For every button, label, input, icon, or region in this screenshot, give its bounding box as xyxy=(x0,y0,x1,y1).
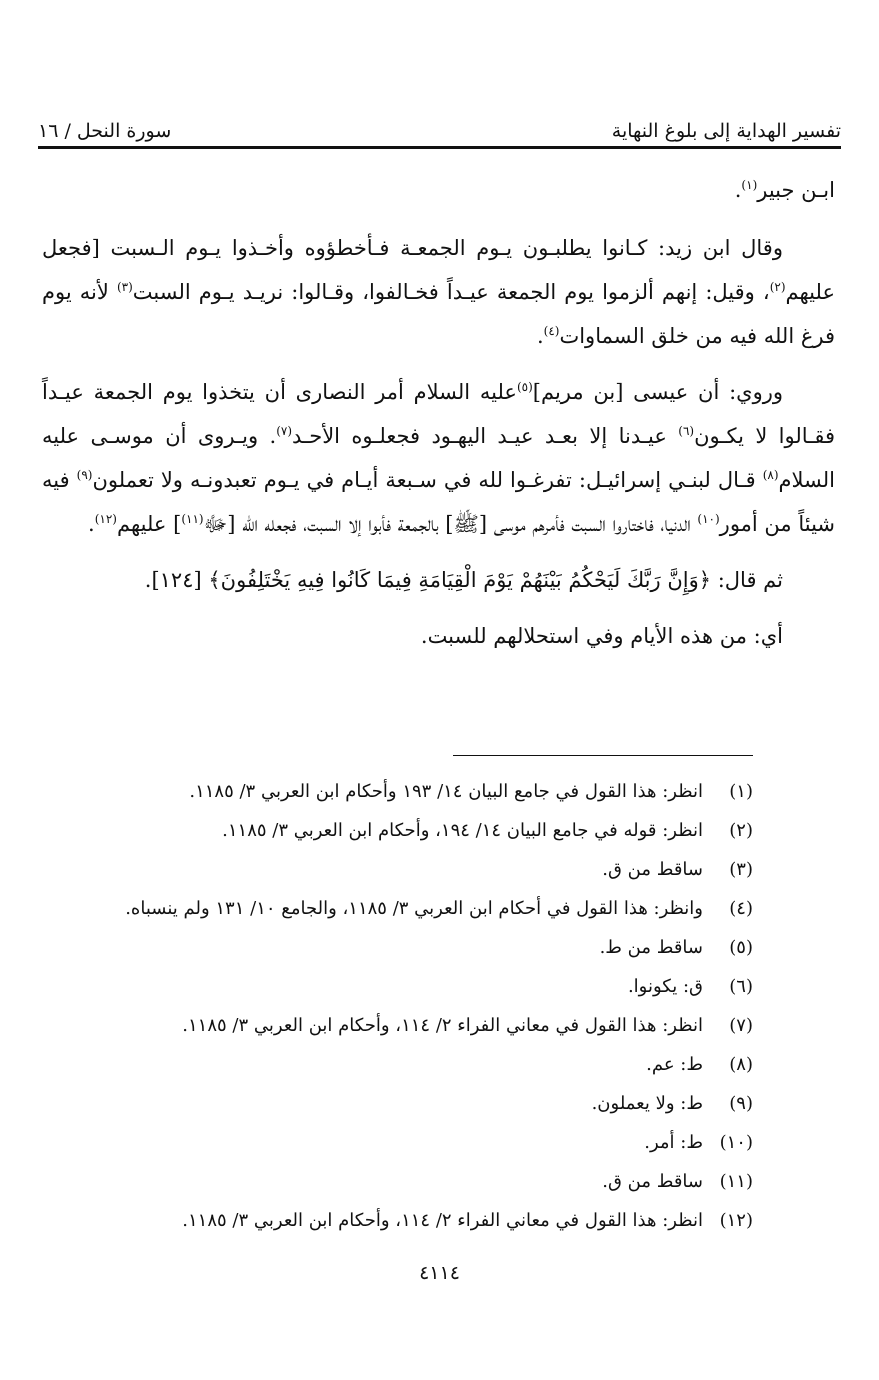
footnote-ref[interactable]: (٩) xyxy=(76,468,93,482)
footnote-number: (٨) xyxy=(729,1054,753,1075)
footnote-text: انظر: هذا القول في جامع البيان ١٤/ ١٩٣ وأحكام ابن العربي ٣/ ١١٨٥. xyxy=(189,781,703,802)
footnote-item xyxy=(90,1045,753,1084)
footnote-number: (١٢) xyxy=(719,1210,753,1231)
footnote-ref[interactable]: (١) xyxy=(741,178,758,192)
verse-reference: [١٢٤]. xyxy=(144,568,209,592)
footnote-item xyxy=(90,811,753,850)
footnote-ref[interactable]: (١٢) xyxy=(94,512,117,526)
footnote-text: ق: يكونوا. xyxy=(627,976,703,997)
footnote-number: (٥) xyxy=(729,937,753,958)
footnote-text: انظر: هذا القول في معاني الفراء ٢/ ١١٤، وأحكام ابن العربي ٣/ ١١٨٥. xyxy=(182,1015,703,1036)
footnote-item xyxy=(90,1201,753,1240)
quran-verse: ﴿وَإِنَّ رَبَّكَ لَيَحْكُمُ بَيْنَهُمْ يَوْمَ الْقِيَامَةِ فِيمَا كَانُوا فِيهِ يَخْتَلِفُونَ﴾ xyxy=(208,568,712,592)
footnote-item xyxy=(90,1162,753,1201)
footnote-ref[interactable]: (٤) xyxy=(543,324,560,338)
footnote-item xyxy=(90,1084,753,1123)
footnote-number: (٩) xyxy=(729,1093,753,1114)
main-text xyxy=(42,168,835,670)
paragraph-1: ابـن جبير$^{(١)}$. xyxy=(734,178,835,202)
footnote-text: ساقط من ق. xyxy=(602,859,703,880)
footnote-ref[interactable]: (٣) xyxy=(116,280,133,294)
footnote-item xyxy=(90,850,753,889)
footnote-text: ط: ولا يعملون. xyxy=(591,1093,703,1114)
footnote-text: ساقط من ق. xyxy=(602,1171,703,1192)
surah-info: سورة النحل / ١٦ xyxy=(38,120,172,142)
page-number: ٤١١٤ xyxy=(419,1262,460,1284)
footnote-text: انظر: قوله في جامع البيان ١٤/ ١٩٤، وأحكام ابن العربي ٣/ ١١٨٥. xyxy=(222,820,703,841)
paragraph-2: وقال ابن زيد: كـانوا يطلبـون يـوم الجمعـة فـأخطؤوه وأخـذوا يـوم الـسبت [فجعل عليهم$^{(٢)}$، وقيل: إنهم ألزموا يوم الجمعة عيـداً فخـالفوا، وقـالوا: نريـد يـوم السبت$^{(٣)}$ لأنه يوم فرغ الله فيه من خلق السماوات$^{(٤)}$. xyxy=(42,236,835,348)
footnote-ref[interactable]: (٦) xyxy=(678,424,695,438)
footnote-ref[interactable]: (٧) xyxy=(276,424,293,438)
footnote-item xyxy=(90,967,753,1006)
footnote-item xyxy=(90,1006,753,1045)
footnote-ref[interactable]: (٢) xyxy=(769,280,786,294)
footnote-number: (١) xyxy=(729,781,753,802)
footnote-number: (٢) xyxy=(729,820,753,841)
footnote-number: (١١) xyxy=(719,1171,753,1192)
page-header xyxy=(38,108,841,142)
paragraph-5: أي: من هذه الأيام وفي استحلالهم للسبت. xyxy=(420,624,783,648)
book-title: تفسير الهداية إلى بلوغ النهاية xyxy=(611,120,841,142)
footnote-text: وانظر: هذا القول في أحكام ابن العربي ٣/ ١١٨٥، والجامع ١٠/ ١٣١ ولم ينسباه. xyxy=(125,898,703,919)
footnote-item xyxy=(90,928,753,967)
footnote-ref[interactable]: (٥) xyxy=(516,380,533,394)
paragraph-4: ثم قال: ﴿وَإِنَّ رَبَّكَ لَيَحْكُمُ بَيْنَهُمْ يَوْمَ الْقِيَامَةِ فِيمَا كَانُوا فِيهِ يَخْتَلِفُونَ﴾ [١٢٤]. xyxy=(144,568,783,592)
footnote-item xyxy=(90,1123,753,1162)
footnote-separator xyxy=(453,755,753,756)
footnotes-section xyxy=(90,772,753,1240)
footnote-text: ط: عم. xyxy=(646,1054,703,1075)
footnote-number: (٤) xyxy=(729,898,753,919)
footnote-text: ط: أمر. xyxy=(644,1132,703,1153)
footnote-ref[interactable]: (٨) xyxy=(762,468,779,482)
footnote-ref[interactable]: (١٠) xyxy=(697,512,720,526)
footnote-text: انظر: هذا القول في معاني الفراء ٢/ ١١٤، وأحكام ابن العربي ٣/ ١١٨٥. xyxy=(182,1210,703,1231)
footnote-item xyxy=(90,772,753,811)
footnote-number: (١٠) xyxy=(719,1132,753,1153)
paragraph-3: وروي: أن عيسى [بن مريم]$^{(٥)}$عليه السلام أمر النصارى أن يتخذوا يوم الجمعة عيـداً فقـالوا لا يكـون$^{(٦)}$ عيـدنا إلا بعـد عيـد اليهـود فجعلـوه الأحـد$^{(٧)}$. ويـروى أن موسـى عليه السلام$^{(٨)}$ قـال لبنـي إسرائيـل: تفرغـوا لله في سـبعة أيـام في يـوم تعبدونـه ولا تعملون$^{(٩)}$ فيه شيئاً من أمور$^{(١٠)}$ الدنيا، فاختاروا السبت فأمرهم موسى [ﷺ] بالجمعة فأبوا إلا السبت، فجعله الله [ﷻ$^{(١١)}$] عليهم$^{(١٢)}$. xyxy=(42,380,836,536)
footnote-ref[interactable]: (١١) xyxy=(181,512,204,526)
header-rule xyxy=(38,146,841,149)
footnote-number: (٣) xyxy=(729,859,753,880)
footnote-item xyxy=(90,889,753,928)
footnote-text: ساقط من ط. xyxy=(599,937,703,958)
footnote-number: (٦) xyxy=(729,976,753,997)
footnote-number: (٧) xyxy=(729,1015,753,1036)
